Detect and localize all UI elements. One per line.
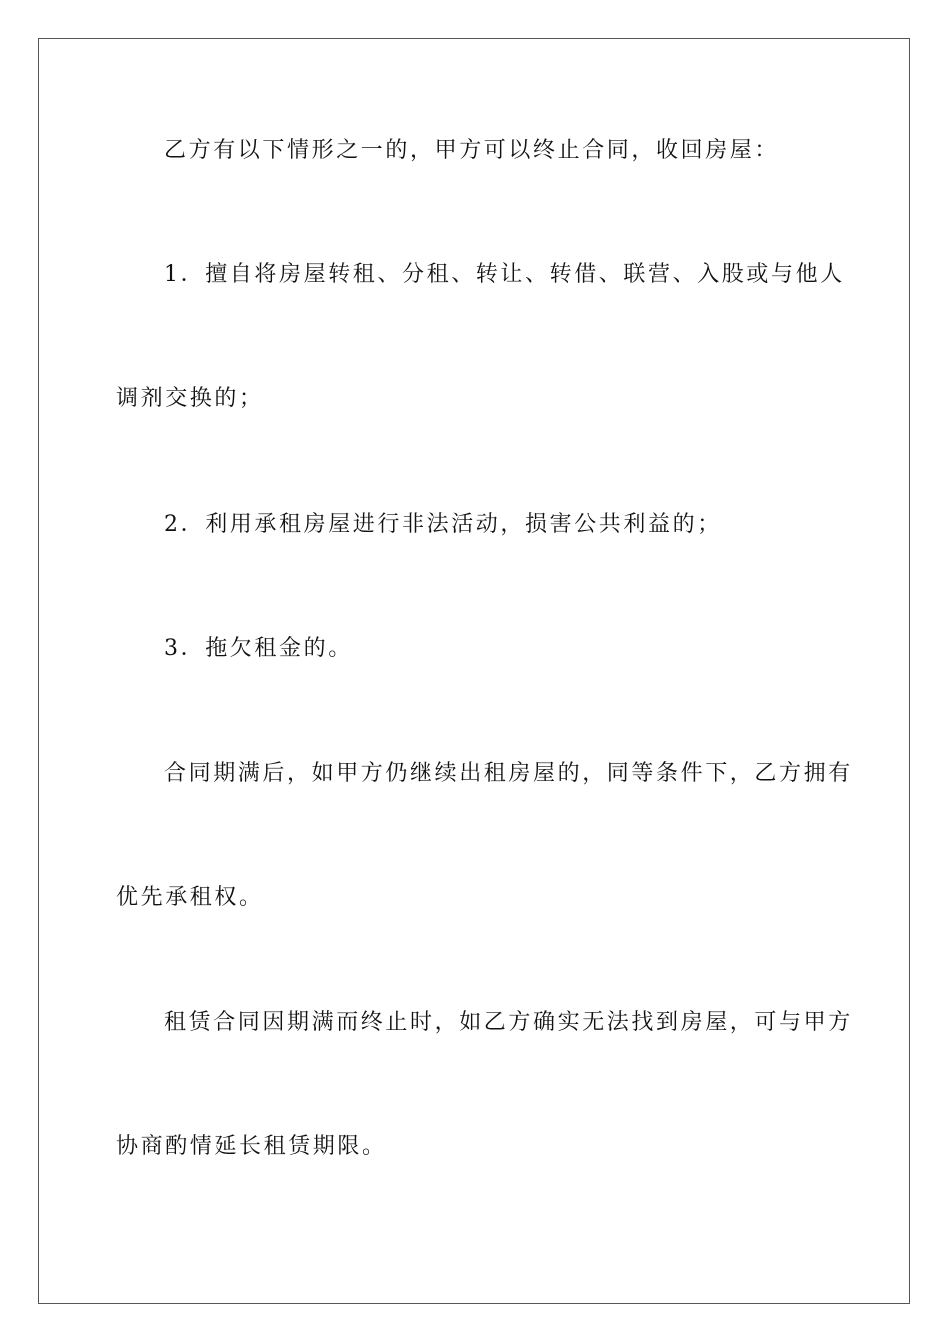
paragraph-item-1-line-1: 1．擅自将房屋转租、分租、转让、转借、联营、入股或与他人 (164, 262, 845, 287)
paragraph-extension-line-2: 协商酌情延长租赁期限。 (116, 1134, 387, 1159)
paragraph-renewal-line-2: 优先承租权。 (116, 885, 264, 910)
paragraph-extension-line-1: 租赁合同因期满而终止时，如乙方确实无法找到房屋，可与甲方 (164, 1010, 853, 1035)
paragraph-item-1-line-2: 调剂交换的； (116, 386, 264, 411)
paragraph-termination-intro: 乙方有以下情形之一的，甲方可以终止合同，收回房屋： (164, 138, 780, 163)
paragraph-item-2: 2．利用承租房屋进行非法活动，损害公共利益的； (164, 512, 722, 537)
paragraph-renewal-line-1: 合同期满后，如甲方仍继续出租房屋的，同等条件下，乙方拥有 (164, 761, 853, 786)
page-frame (38, 38, 910, 1304)
paragraph-item-3: 3．拖欠租金的。 (164, 636, 353, 661)
